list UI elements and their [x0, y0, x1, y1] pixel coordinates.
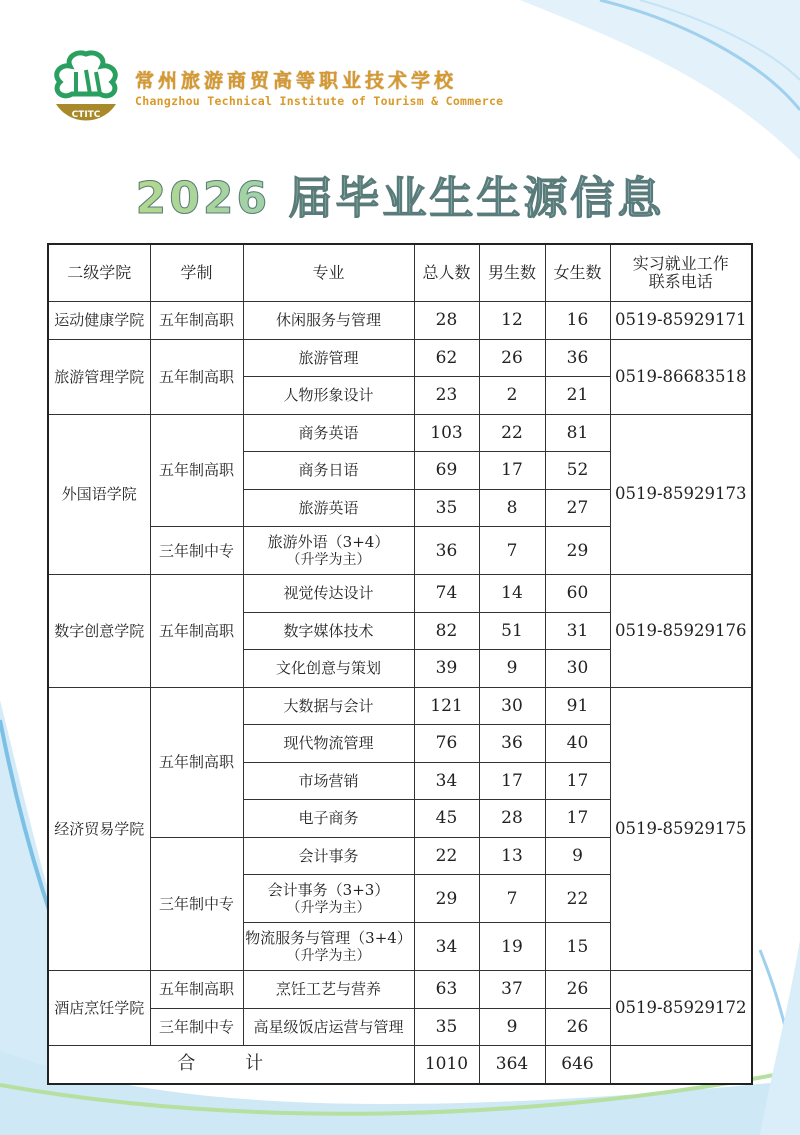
total-count: 29	[414, 875, 479, 923]
major-note: （升学为主）	[286, 551, 371, 568]
male-count: 30	[479, 687, 545, 725]
major-name	[243, 489, 414, 527]
grand-total-count: 1010	[414, 1046, 479, 1084]
contact-phone: 0519-85929172	[610, 971, 752, 1046]
major-name-text: 视觉传达设计	[283, 584, 374, 603]
table-header-row	[48, 244, 752, 302]
major-name	[243, 971, 414, 1009]
contact-phone: 0519-85929173	[610, 414, 752, 575]
col-header-total: 总人数	[414, 244, 479, 302]
male-count: 13	[479, 837, 545, 875]
contact-phone: 0519-85929171	[610, 302, 752, 340]
major-name-text: 大数据与会计	[283, 696, 374, 715]
table-row	[48, 575, 752, 613]
education-system: 五年制高职	[150, 414, 243, 527]
major-name-text: 文化创意与策划	[275, 659, 381, 678]
college-name: 数字创意学院	[48, 575, 150, 688]
female-count: 91	[545, 687, 610, 725]
education-system: 五年制高职	[150, 687, 243, 837]
total-count: 23	[414, 377, 479, 415]
college-name: 运动健康学院	[48, 302, 150, 340]
major-name	[243, 612, 414, 650]
female-count: 26	[545, 1008, 610, 1046]
female-count: 9	[545, 837, 610, 875]
male-count: 19	[479, 923, 545, 971]
male-count: 8	[479, 489, 545, 527]
major-name	[243, 923, 414, 971]
graduate-source-table	[47, 243, 753, 1085]
female-count: 81	[545, 414, 610, 452]
total-count: 45	[414, 800, 479, 838]
male-count: 26	[479, 339, 545, 377]
female-count: 22	[545, 875, 610, 923]
total-count: 82	[414, 612, 479, 650]
table-row	[48, 414, 752, 452]
major-name-text: 休闲服务与管理	[275, 311, 381, 330]
col-header-college: 二级学院	[48, 244, 150, 302]
major-name-text: 会计事务	[298, 846, 359, 865]
major-name-text: 数字媒体技术	[283, 621, 374, 640]
table-row	[48, 339, 752, 377]
col-header-system: 学制	[150, 244, 243, 302]
major-note: （升学为主）	[286, 899, 371, 916]
female-count: 60	[545, 575, 610, 613]
grand-female-count: 646	[545, 1046, 610, 1084]
male-count: 9	[479, 650, 545, 688]
major-name	[243, 414, 414, 452]
total-row-empty-cell	[610, 1046, 752, 1084]
grand-male-count: 364	[479, 1046, 545, 1084]
education-system: 三年制中专	[150, 1008, 243, 1046]
total-count: 63	[414, 971, 479, 1009]
major-name	[243, 339, 414, 377]
male-count: 37	[479, 971, 545, 1009]
education-system: 五年制高职	[150, 575, 243, 688]
male-count: 7	[479, 875, 545, 923]
major-name	[243, 1008, 414, 1046]
education-system: 三年制中专	[150, 527, 243, 575]
major-name	[243, 575, 414, 613]
total-count: 34	[414, 923, 479, 971]
major-name	[243, 837, 414, 875]
female-count: 52	[545, 452, 610, 490]
major-name-text: 现代物流管理	[283, 734, 374, 753]
table-row	[48, 687, 752, 725]
female-count: 36	[545, 339, 610, 377]
female-count: 21	[545, 377, 610, 415]
male-count: 17	[479, 762, 545, 800]
major-name-text: 旅游英语	[298, 498, 359, 517]
major-name	[243, 377, 414, 415]
female-count: 15	[545, 923, 610, 971]
contact-phone: 0519-86683518	[610, 339, 752, 414]
total-row	[48, 1046, 752, 1084]
male-count: 14	[479, 575, 545, 613]
page-title: 2026 届毕业生生源信息	[0, 162, 800, 226]
major-name	[243, 687, 414, 725]
contact-phone: 0519-85929175	[610, 687, 752, 971]
major-name-text: 烹饪工艺与营养	[275, 980, 381, 999]
col-header-contact-line1: 实习就业工作	[632, 254, 729, 273]
major-name	[243, 650, 414, 688]
major-name	[243, 725, 414, 763]
col-header-male: 男生数	[479, 244, 545, 302]
major-name-text: 高星级饭店运营与管理	[253, 1017, 404, 1036]
male-count: 28	[479, 800, 545, 838]
major-name-text: 旅游外语（3+4）	[267, 532, 390, 551]
college-name: 旅游管理学院	[48, 339, 150, 414]
education-system: 五年制高职	[150, 339, 243, 414]
major-name	[243, 302, 414, 340]
major-name-text: 电子商务	[298, 809, 359, 828]
major-name-text: 市场营销	[298, 771, 359, 790]
education-system: 五年制高职	[150, 302, 243, 340]
table-row	[48, 302, 752, 340]
col-header-contact	[610, 244, 752, 302]
college-name: 外国语学院	[48, 414, 150, 575]
total-count: 76	[414, 725, 479, 763]
total-count: 103	[414, 414, 479, 452]
male-count: 36	[479, 725, 545, 763]
female-count: 30	[545, 650, 610, 688]
major-name-text: 会计事务（3+3）	[267, 880, 390, 899]
female-count: 31	[545, 612, 610, 650]
total-label: 合 计	[48, 1046, 414, 1084]
total-count: 74	[414, 575, 479, 613]
total-count: 34	[414, 762, 479, 800]
total-count: 62	[414, 339, 479, 377]
male-count: 51	[479, 612, 545, 650]
total-count: 22	[414, 837, 479, 875]
male-count: 12	[479, 302, 545, 340]
major-name	[243, 875, 414, 923]
major-name	[243, 452, 414, 490]
total-count: 69	[414, 452, 479, 490]
female-count: 27	[545, 489, 610, 527]
major-name	[243, 762, 414, 800]
education-system: 三年制中专	[150, 837, 243, 971]
male-count: 2	[479, 377, 545, 415]
col-header-contact-line2: 联系电话	[648, 272, 713, 291]
female-count: 26	[545, 971, 610, 1009]
col-header-female: 女生数	[545, 244, 610, 302]
female-count: 29	[545, 527, 610, 575]
svg-text:CTITC: CTITC	[71, 110, 101, 120]
total-count: 121	[414, 687, 479, 725]
total-count: 35	[414, 489, 479, 527]
male-count: 22	[479, 414, 545, 452]
major-name-text: 旅游管理	[298, 348, 359, 367]
male-count: 17	[479, 452, 545, 490]
col-header-major: 专业	[243, 244, 414, 302]
table-row	[48, 971, 752, 1009]
college-name: 酒店烹饪学院	[48, 971, 150, 1046]
total-count: 36	[414, 527, 479, 575]
total-count: 35	[414, 1008, 479, 1046]
major-name-text: 商务日语	[298, 461, 359, 480]
major-name-text: 商务英语	[298, 423, 359, 442]
major-name	[243, 527, 414, 575]
female-count: 17	[545, 800, 610, 838]
college-name: 经济贸易学院	[48, 687, 150, 971]
contact-phone: 0519-85929176	[610, 575, 752, 688]
male-count: 9	[479, 1008, 545, 1046]
total-count: 39	[414, 650, 479, 688]
major-name-text: 物流服务与管理（3+4）	[245, 928, 412, 947]
school-name-en: Changzhou Technical Institute of Tourism & Commerce	[135, 94, 504, 108]
female-count: 17	[545, 762, 610, 800]
major-name-text: 人物形象设计	[283, 386, 374, 405]
education-system: 五年制高职	[150, 971, 243, 1009]
total-count: 28	[414, 302, 479, 340]
school-logo	[50, 50, 122, 126]
female-count: 16	[545, 302, 610, 340]
major-name	[243, 800, 414, 838]
major-note: （升学为主）	[286, 947, 371, 964]
school-name-cn: 常州旅游商贸高等职业技术学校	[135, 70, 458, 92]
male-count: 7	[479, 527, 545, 575]
female-count: 40	[545, 725, 610, 763]
